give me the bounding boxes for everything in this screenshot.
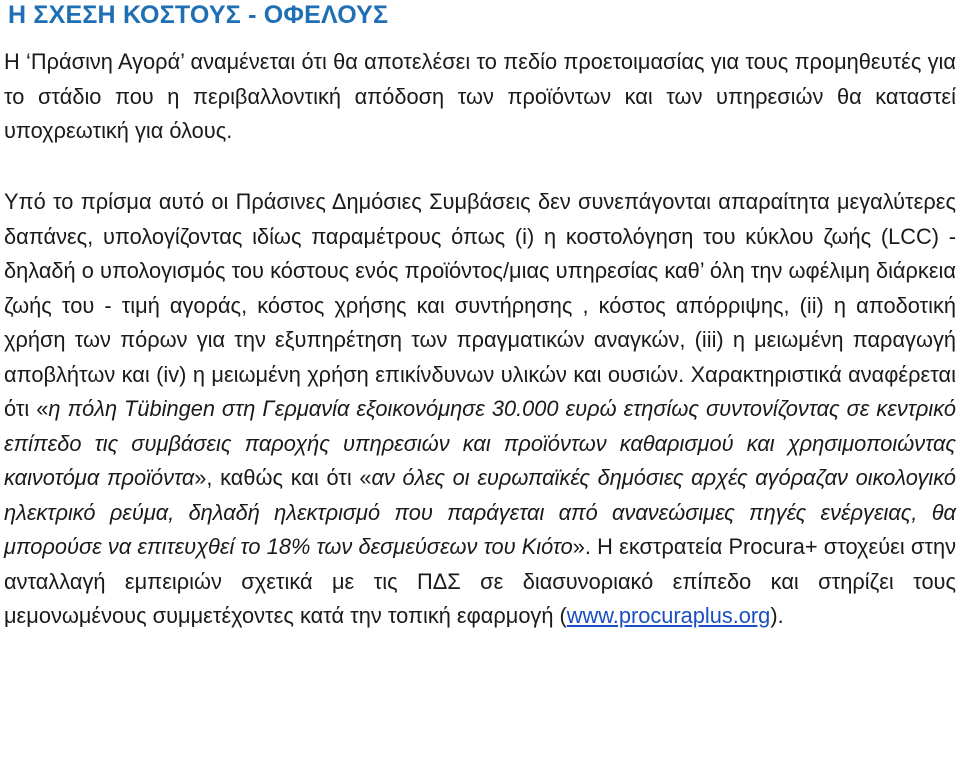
body-text-d: ). (770, 603, 784, 628)
body-text-a: Υπό το πρίσμα αυτό οι Πράσινες Δημόσιες Συμβάσεις δεν συνεπάγονται απαραίτητα μεγαλύτερες δαπάνες, υπολογίζοντας ιδίως παραμέτρους όπως (i) η κοστολόγηση του κύκλου ζωής (LCC) - δηλαδή ο υπολογισμός του κόστους ενός προϊόντος/μιας υπηρεσίας καθ’ όλη την ωφέλιμη διάρκεια ζωής του - τιμή αγοράς, κόστος χρήσης και συντήρησης , κόστος απόρριψης, (ii) η αποδοτική χρήση των πόρων για την εξυπηρέτηση των πραγματικών αναγκών, (iii) η μειωμένη παραγωγή αποβλήτων και (iv) η μειωμένη χρήση επικίνδυνων υλικών και ουσιών. Χαρακτηριστικά αναφέρεται ότι « (4, 189, 956, 421)
quote-tubingen: η πόλη Tübingen στη Γερμανία εξοικονόμησε 30.000 ευρώ ετησίως συντονίζοντας σε κεντρικό επίπεδο τις συμβάσεις παροχής υπηρεσιών και προϊόντων καθαρισμού και χρησιμοποιώντας καινοτόμα προϊόντα (4, 396, 956, 490)
body-text-c: ». Η εκστρατεία Procura+ στοχεύει στην ανταλλαγή εμπειριών σχετικά με τις ΠΔΣ σε διασυνοριακό επίπεδο και στηρίζει τους μεμονωμένους συμμετέχοντες κατά την τοπική εφαρμογή ( (4, 534, 956, 628)
quote-kyoto: αν όλες οι ευρωπαϊκές δημόσιες αρχές αγόραζαν οικολογικό ηλεκτρικό ρεύμα, δηλαδή ηλεκτρισμό που παράγεται από ανανεώσιμες πηγές ενέργειας, θα μπορούσε να επιτευχθεί το 18% των δεσμεύσεων του Κιότο (4, 465, 956, 559)
body-text-b: », καθώς και ότι « (194, 465, 372, 490)
body-paragraph (4, 185, 956, 634)
procuraplus-link[interactable]: www.procuraplus.org (566, 603, 771, 628)
intro-paragraph: Η ‘Πράσινη Αγορά’ αναμένεται ότι θα αποτελέσει το πεδίο προετοιμασίας για τους προμηθευτές για το στάδιο που η περιβαλλοντική απόδοση των προϊόντων και των υπηρεσιών θα καταστεί υποχρεωτική για όλους. (4, 49, 956, 143)
page-title: Η ΣΧΕΣΗ ΚΟΣΤΟΥΣ - ΟΦΕΛΟΥΣ (8, 1, 389, 29)
